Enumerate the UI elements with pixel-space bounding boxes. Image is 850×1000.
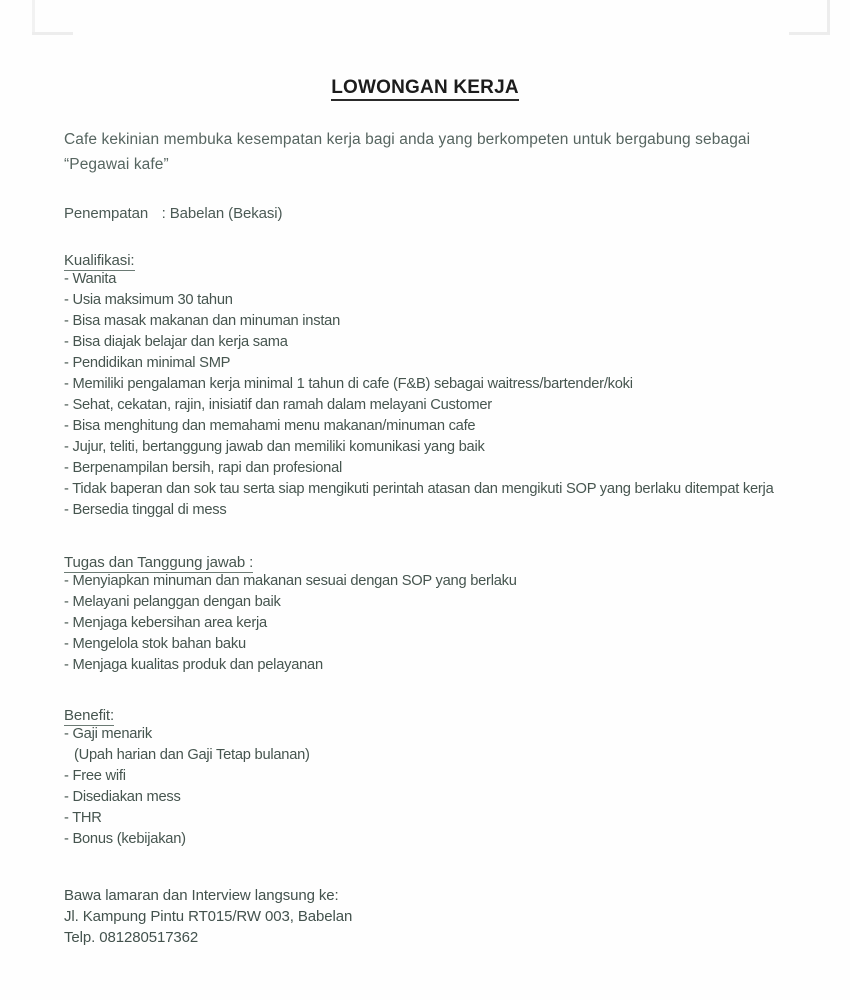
contact-phone-line: Telp. 081280517362	[64, 928, 199, 946]
list-item: - Bisa masak makanan dan minuman instan	[64, 312, 340, 329]
list-item: - Bersedia tinggal di mess	[64, 501, 227, 518]
list-item: - Menjaga kualitas produk dan pelayanan	[64, 656, 323, 673]
intro-paragraph: Cafe kekinian membuka kesempatan kerja bagi anda yang berkompeten untuk bergabung sebagai “Pegawai kafe”	[64, 130, 751, 173]
contact-intro-line: Bawa lamaran dan Interview langsung ke:	[64, 886, 339, 904]
list-item: - Usia maksimum 30 tahun	[64, 291, 233, 308]
section-heading-benefit-text: Benefit:	[64, 706, 115, 724]
list-benefit	[64, 724, 810, 850]
list-item: - Disediakan mess	[64, 788, 181, 805]
list-item: - Bisa menghitung dan memahami menu makanan/minuman cafe	[64, 417, 476, 434]
page-title	[0, 0, 850, 99]
list-tugas	[64, 571, 810, 676]
placement-line: Penempatan : Babelan (Bekasi)	[64, 204, 283, 222]
section-heading-kualifikasi-text: Kualifikasi:	[64, 251, 135, 269]
list-item: - Bisa diajak belajar dan kerja sama	[64, 333, 288, 350]
list-item: - Menjaga kebersihan area kerja	[64, 614, 267, 631]
page-title-text: LOWONGAN KERJA	[331, 77, 519, 101]
list-item: - THR	[64, 809, 102, 826]
list-item: - Free wifi	[64, 767, 126, 784]
section-heading-benefit	[64, 676, 810, 724]
list-item: - Memiliki pengalaman kerja minimal 1 tahun di cafe (F&B) sebagai waitress/bartender/koki	[64, 375, 633, 392]
section-heading-tugas-text: Tugas dan Tanggung jawab :	[64, 553, 254, 571]
contact-address-line: Jl. Kampung Pintu RT015/RW 003, Babelan	[64, 907, 353, 925]
list-item: - Berpenampilan bersih, rapi dan profesional	[64, 459, 343, 476]
document-content	[0, 99, 850, 948]
list-item: - Menyiapkan minuman dan makanan sesuai dengan SOP yang berlaku	[64, 572, 517, 589]
list-item: - Sehat, cekatan, rajin, inisiatif dan ramah dalam melayani Customer	[64, 396, 492, 413]
section-heading-tugas	[64, 521, 810, 571]
list-item: - Wanita	[64, 270, 117, 287]
list-kualifikasi	[64, 269, 810, 521]
list-item: - Jujur, teliti, bertanggung jawab dan memiliki komunikasi yang baik	[64, 438, 485, 455]
section-heading-kualifikasi	[64, 225, 810, 269]
list-item: - Gaji menarik	[64, 725, 152, 742]
list-item: - Tidak baperan dan sok tau serta siap mengikuti perintah atasan dan mengikuti SOP yang berlaku ditempat kerja	[64, 480, 774, 497]
list-item: - Pendidikan minimal SMP	[64, 354, 231, 371]
list-item: - Melayani pelanggan dengan baik	[64, 593, 281, 610]
list-item: - Mengelola stok bahan baku	[64, 635, 246, 652]
list-item-sub: (Upah harian dan Gaji Tetap bulanan)	[74, 746, 310, 763]
contact-block	[64, 850, 810, 948]
list-item: - Bonus (kebijakan)	[64, 830, 186, 847]
